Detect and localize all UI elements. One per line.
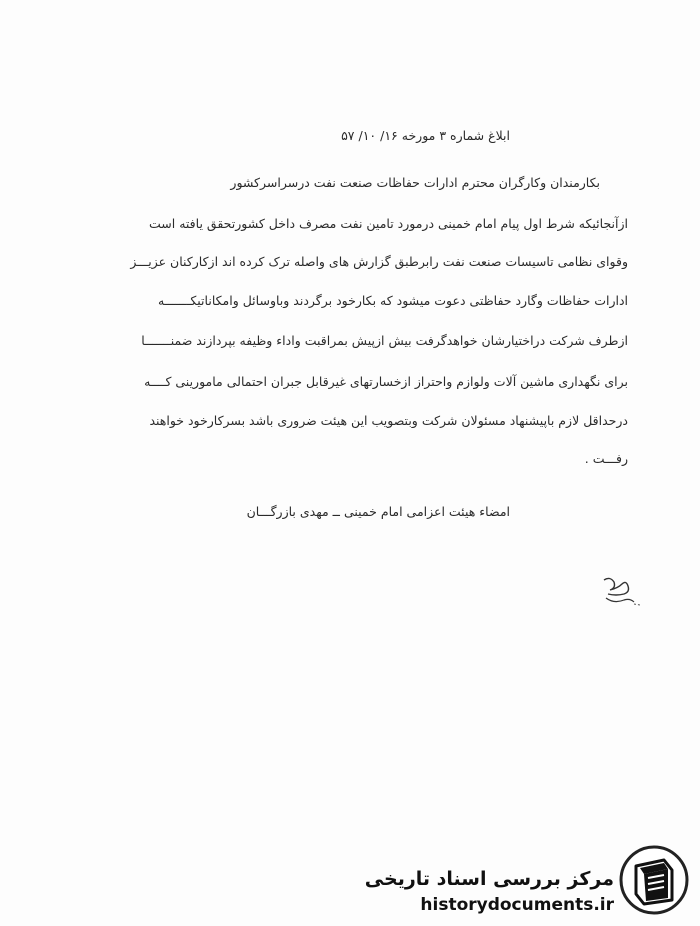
notice-header: ابلاغ شماره ۳ مورخه ۱۶/ ۱۰/ ۵۷ bbox=[341, 128, 510, 143]
body-line: ادارات حفاظات وگارد حفاظتی دعوت میشود که بکارخود برگردند وباوسائل وامکاناتیکـــــــه bbox=[158, 293, 628, 308]
watermark-url[interactable]: historydocuments.ir bbox=[420, 895, 614, 915]
handwritten-margin-mark bbox=[596, 574, 644, 614]
body-line: وقوای نظامی تاسیسات صنعت نفت رابرطبق گزارش های واصله ترک کرده اند ازکارکنان عزیـــز bbox=[130, 254, 628, 269]
body-line: رفـــت . bbox=[584, 451, 628, 466]
body-line: درحداقل لازم باپیشنهاد مسئولان شرکت وبتصویب این هیئت ضروری باشد بسرکارخود خواهند bbox=[149, 413, 628, 428]
body-line: ازطرف شرکت دراختیارشان خواهدگرفت بیش ازپیش بمراقبت واداء وظیفه بپردازند ضمنـــــــا bbox=[141, 333, 628, 348]
body-line: ازآنجائیکه شرط اول پیام امام خمینی درمورد تامین نفت مصرف داخل کشورتحقق یافته است bbox=[149, 216, 628, 231]
document-center-logo-icon bbox=[618, 844, 690, 916]
watermark-title: مرکز بررسی اسناد تاریخی bbox=[364, 868, 614, 890]
signature-line: امضاء هیئت اعزامی امام خمینی ــ مهدی بازرگـــان bbox=[246, 504, 510, 519]
body-line: برای نگهداری ماشین آلات ولوازم واحتراز ازخسارتهای غیرقابل جبران احتمالی مامورینی کــــه bbox=[144, 374, 628, 389]
salutation-line: بکارمندان وکارگران محترم ادارات حفاظات صنعت نفت درسراسرکشور bbox=[230, 175, 600, 190]
